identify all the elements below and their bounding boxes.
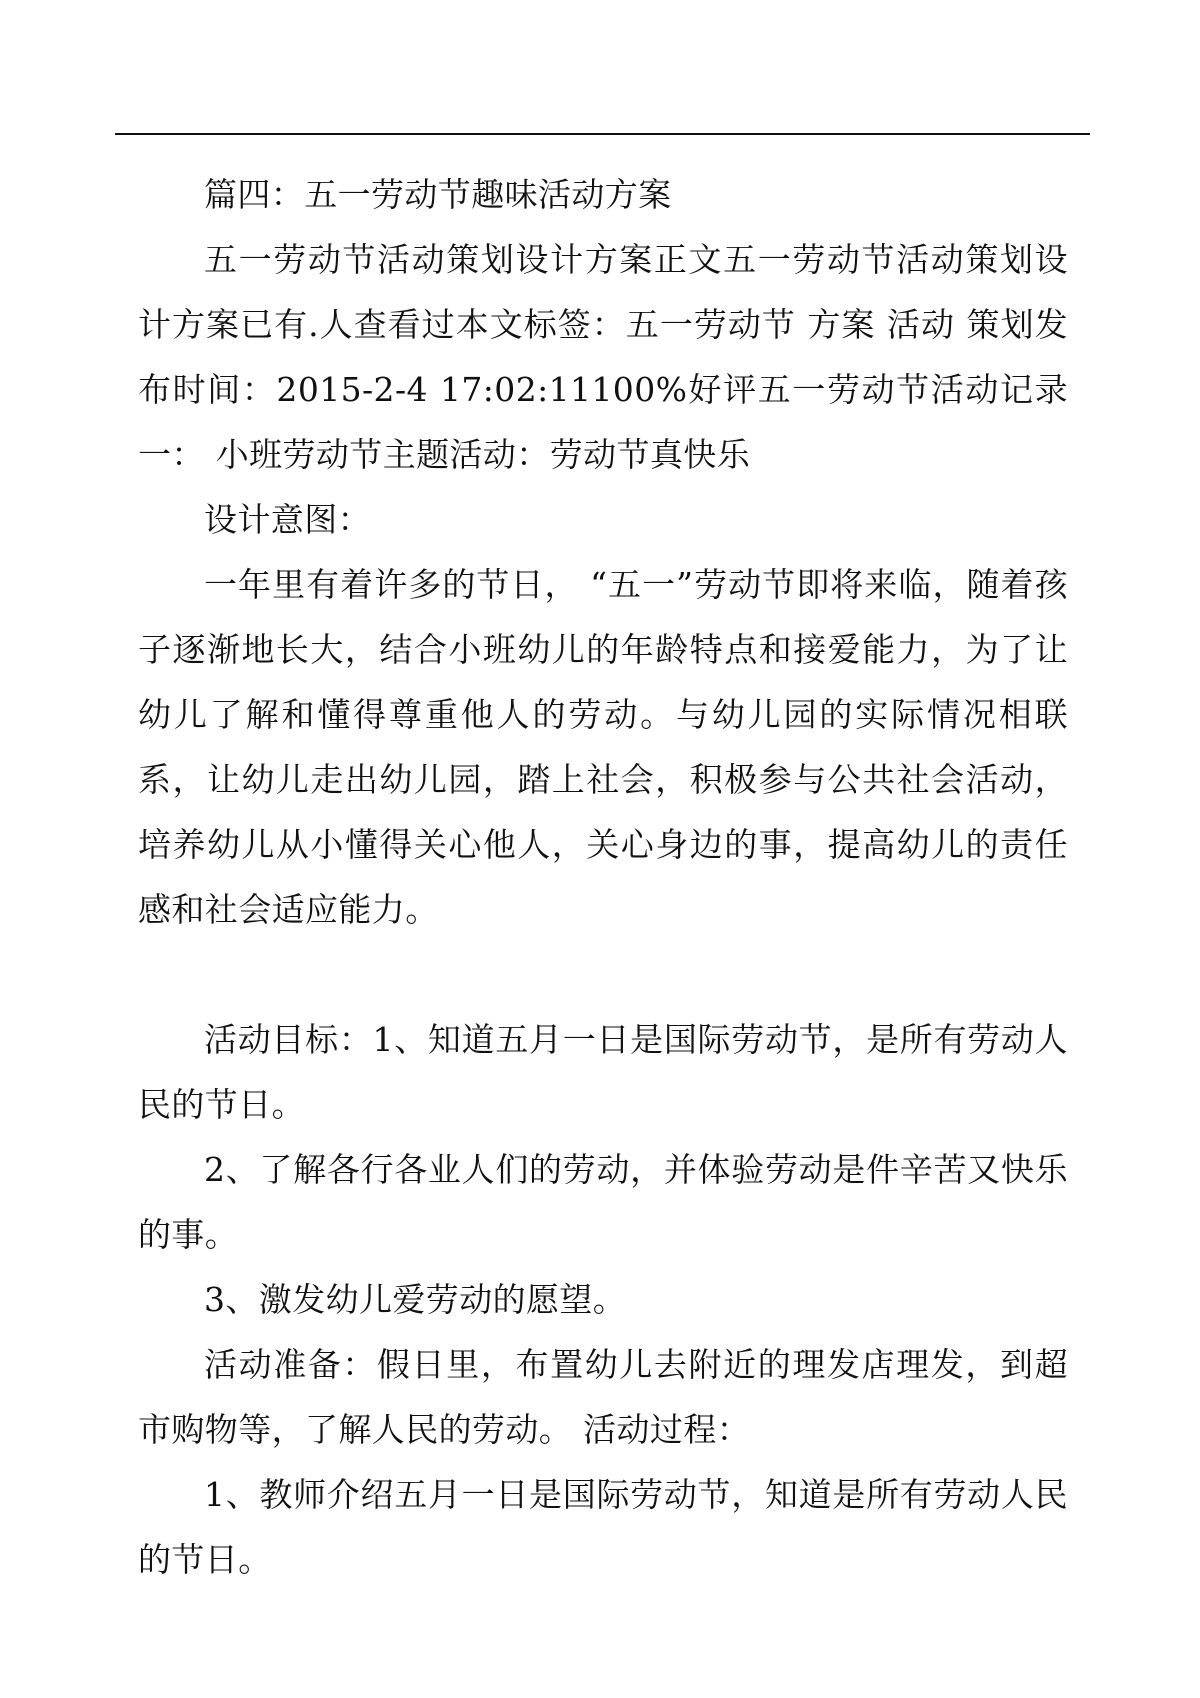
design-intent-heading: 设计意图：	[204, 500, 371, 539]
activity-preparation: 活动准备：假日里，布置幼儿去附近的理发店理发，到超市购物等，了解人民的劳动。 活动过程：	[138, 1345, 1068, 1449]
design-intent-paragraph: 一年里有着许多的节日， “五一”劳动节即将来临，随着孩子逐渐地长大，结合小班幼儿的年龄特点和接爱能力，为了让幼儿了解和懂得尊重他人的劳动。与幼儿园的实际情况相联系，让幼儿走出幼儿园，踏上社会，积极参与公共社会活动，培养幼儿从小懂得关心他人，关心身边的事，提高幼儿的责任感和社会适应能力。	[138, 565, 1068, 929]
header-divider	[115, 133, 1090, 135]
activity-goal-1: 活动目标：1、知道五月一日是国际劳动节，是所有劳动人民的节日。	[138, 1020, 1068, 1124]
document-body	[138, 162, 1068, 1592]
intro-paragraph: 五一劳动节活动策划设计方案正文五一劳动节活动策划设计方案已有.人查看过本文标签：五一劳动节 方案 活动 策划发布时间：2015-2-4 17:02:11100%好评五一劳动节活动记录一： 小班劳动节主题活动：劳动节真快乐	[138, 240, 1068, 474]
activity-goal-3: 3、激发幼儿爱劳动的愿望。	[204, 1280, 627, 1319]
activity-goal-2: 2、了解各行各业人们的劳动，并体验劳动是件辛苦又快乐的事。	[138, 1150, 1068, 1254]
section-title: 篇四：五一劳动节趣味活动方案	[204, 175, 672, 214]
blank-line	[138, 942, 1068, 1007]
activity-process-step-1: 1、教师介绍五月一日是国际劳动节，知道是所有劳动人民的节日。	[138, 1475, 1068, 1579]
